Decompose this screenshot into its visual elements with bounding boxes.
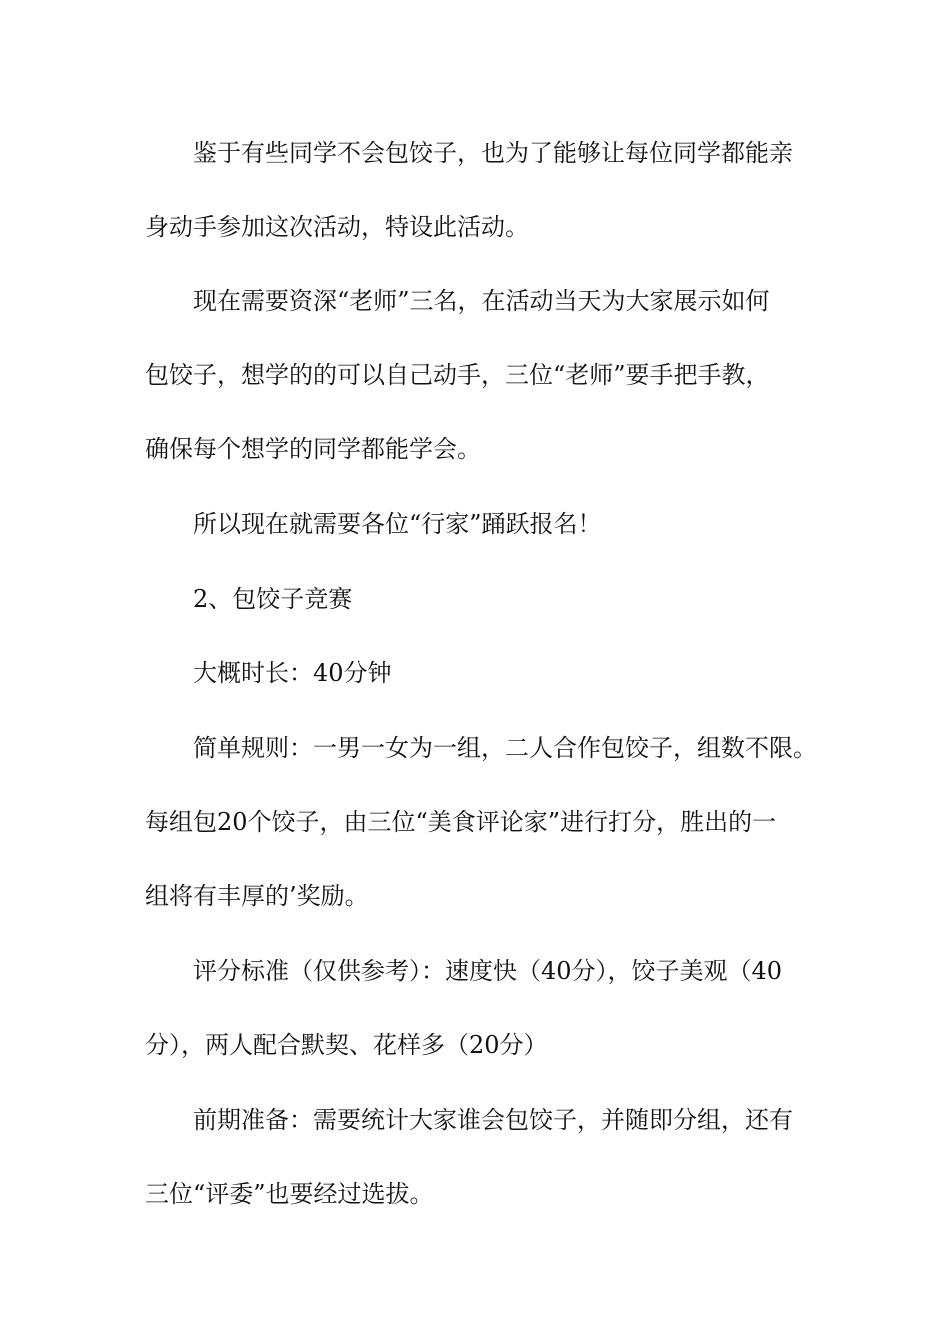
rules-line-1: 简单规则：一男一女为一组，二人合作包饺子，组数不限。 bbox=[193, 734, 817, 762]
paragraph-2-line-1: 现在需要资深“老师”三名，在活动当天为大家展示如何 bbox=[193, 287, 770, 315]
paragraph-1-line-1: 鉴于有些同学不会包饺子，也为了能够让每位同学都能亲 bbox=[193, 139, 793, 167]
scoring-line-2: 分），两人配合默契、花样多（20分） bbox=[145, 1031, 548, 1059]
paragraph-2-line-2: 包饺子，想学的的可以自己动手，三位“老师”要手把手教， bbox=[145, 361, 770, 389]
rules-line-2: 每组包20个饺子，由三位“美食评论家”进行打分，胜出的一 bbox=[145, 808, 777, 836]
duration-line: 大概时长：40分钟 bbox=[193, 659, 392, 687]
rules-line-3: 组将有丰厚的’奖励。 bbox=[145, 882, 369, 910]
paragraph-1-line-2: 身动手参加这次活动，特设此活动。 bbox=[145, 213, 529, 241]
preparation-line-1: 前期准备：需要统计大家谁会包饺子，并随即分组，还有 bbox=[193, 1106, 793, 1134]
section-heading: 2、包饺子竞赛 bbox=[193, 585, 353, 613]
preparation-line-2: 三位“评委”也要经过选拔。 bbox=[145, 1180, 434, 1208]
paragraph-3-line-1: 所以现在就需要各位“行家”踊跃报名！ bbox=[193, 510, 602, 538]
scoring-line-1: 评分标准（仅供参考）：速度快（40分），饺子美观（40 bbox=[193, 957, 783, 985]
paragraph-2-line-3: 确保每个想学的同学都能学会。 bbox=[145, 435, 481, 463]
